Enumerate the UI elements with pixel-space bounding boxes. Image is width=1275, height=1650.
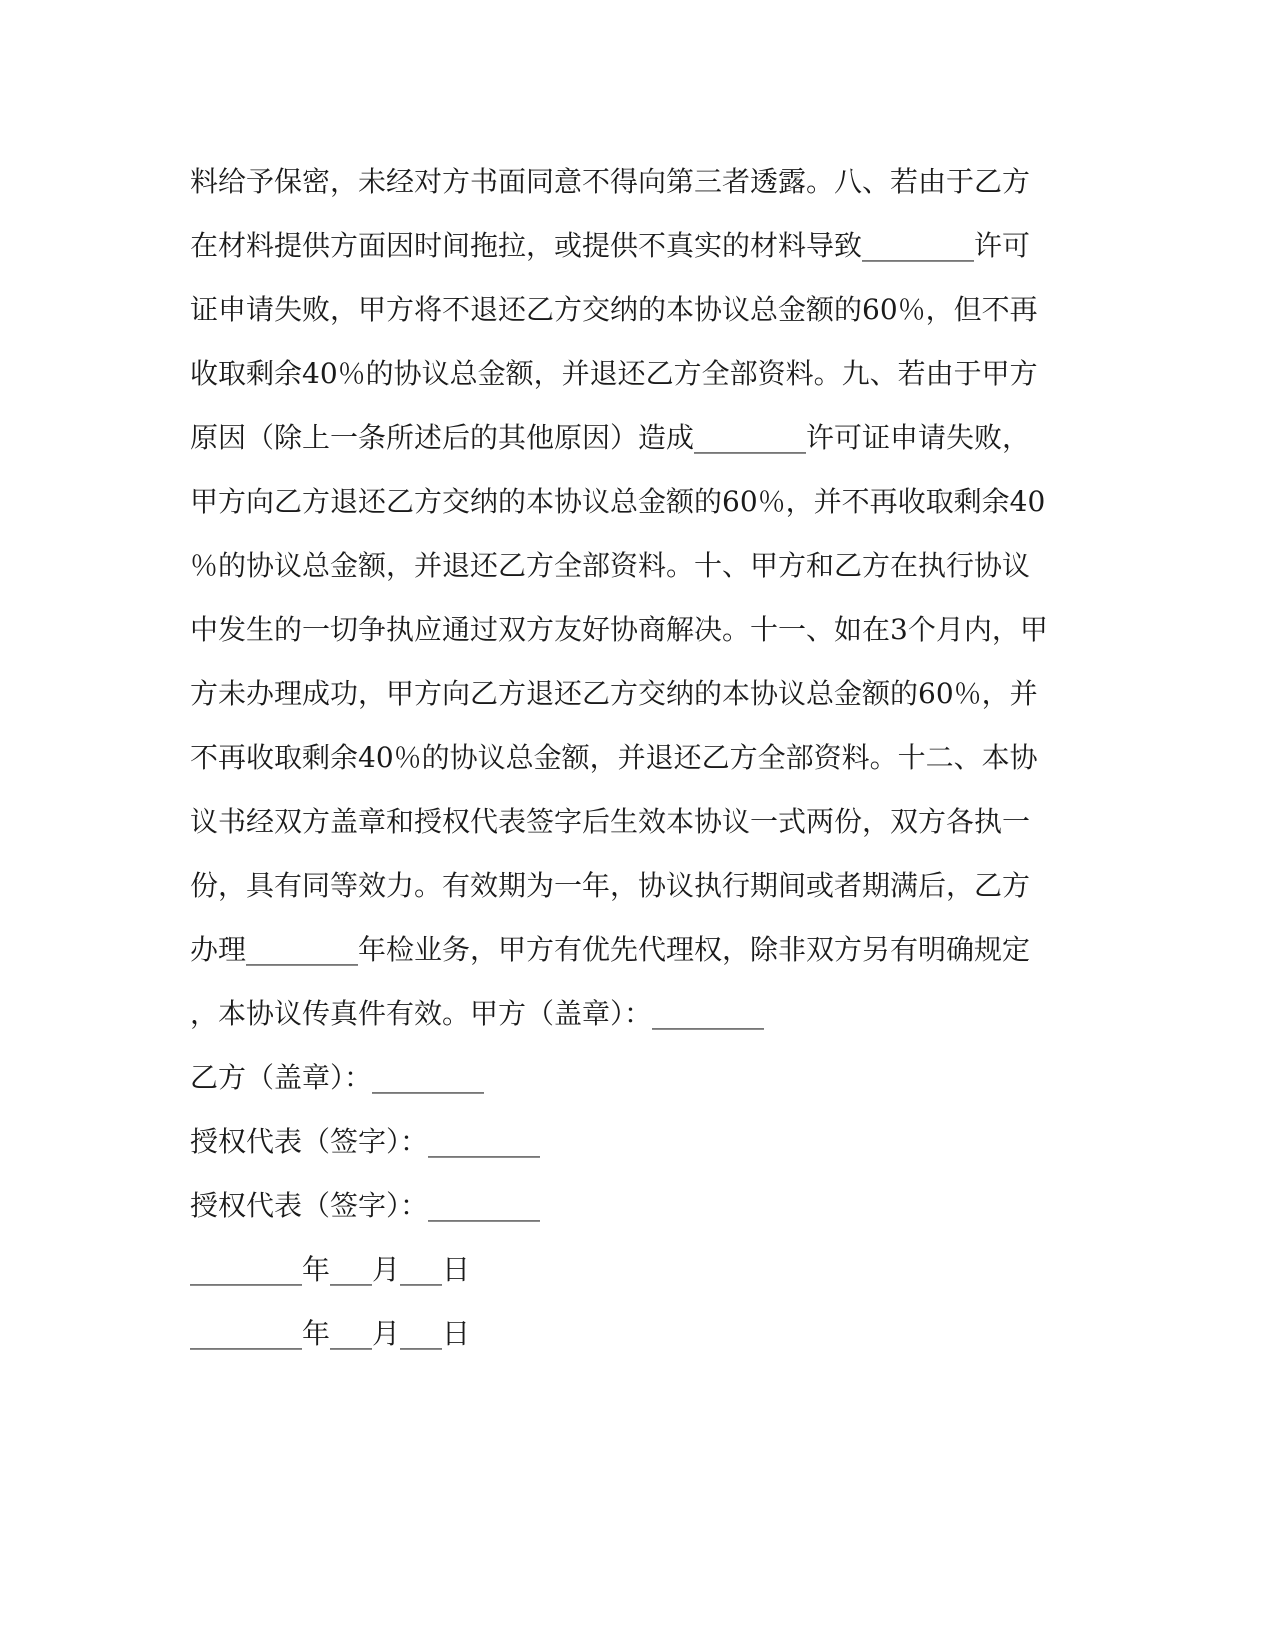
party-b-seal-line: 乙方（盖章）：________: [190, 1061, 485, 1094]
representative-signature-line-2: 授权代表（签字）：________: [190, 1189, 541, 1222]
body-line-4: 收取剩余40％的协议总金额，并退还乙方全部资料。九、若由于甲方: [190, 357, 1038, 390]
body-line-6: 甲方向乙方退还乙方交纳的本协议总金额的60％，并不再收取剩余40: [190, 485, 1046, 518]
body-line-3: 证申请失败，甲方将不退还乙方交纳的本协议总金额的60％，但不再: [190, 293, 1038, 326]
body-line-7: ％的协议总金额，并退还乙方全部资料。十、甲方和乙方在执行协议: [190, 549, 1031, 582]
date-line-2: ________年___月___日: [190, 1317, 471, 1350]
party-a-seal-line: ，本协议传真件有效。甲方（盖章）：________: [190, 997, 765, 1030]
body-line-8: 中发生的一切争执应通过双方友好协商解决。十一、如在3个月内，甲: [190, 613, 1048, 646]
body-line-12: 份，具有同等效力。有效期为一年，协议执行期间或者期满后，乙方: [190, 869, 1031, 902]
body-line-10: 不再收取剩余40％的协议总金额，并退还乙方全部资料。十二、本协: [190, 741, 1038, 774]
date-line-1: ________年___月___日: [190, 1253, 471, 1286]
representative-signature-line-1: 授权代表（签字）：________: [190, 1125, 541, 1158]
body-line-2: 在材料提供方面因时间拖拉，或提供不真实的材料导致________许可: [190, 229, 1031, 262]
body-line-5: 原因（除上一条所述后的其他原因）造成________许可证申请失败，: [190, 421, 1031, 454]
body-line-9: 方未办理成功，甲方向乙方退还乙方交纳的本协议总金额的60％，并: [190, 677, 1038, 710]
body-line-1: 料给予保密，未经对方书面同意不得向第三者透露。八、若由于乙方: [190, 165, 1031, 198]
body-line-11: 议书经双方盖章和授权代表签字后生效本协议一式两份，双方各执一: [190, 805, 1031, 838]
body-line-13: 办理________年检业务，甲方有优先代理权，除非双方另有明确规定: [190, 933, 1031, 966]
agreement-body: [190, 150, 1090, 1366]
